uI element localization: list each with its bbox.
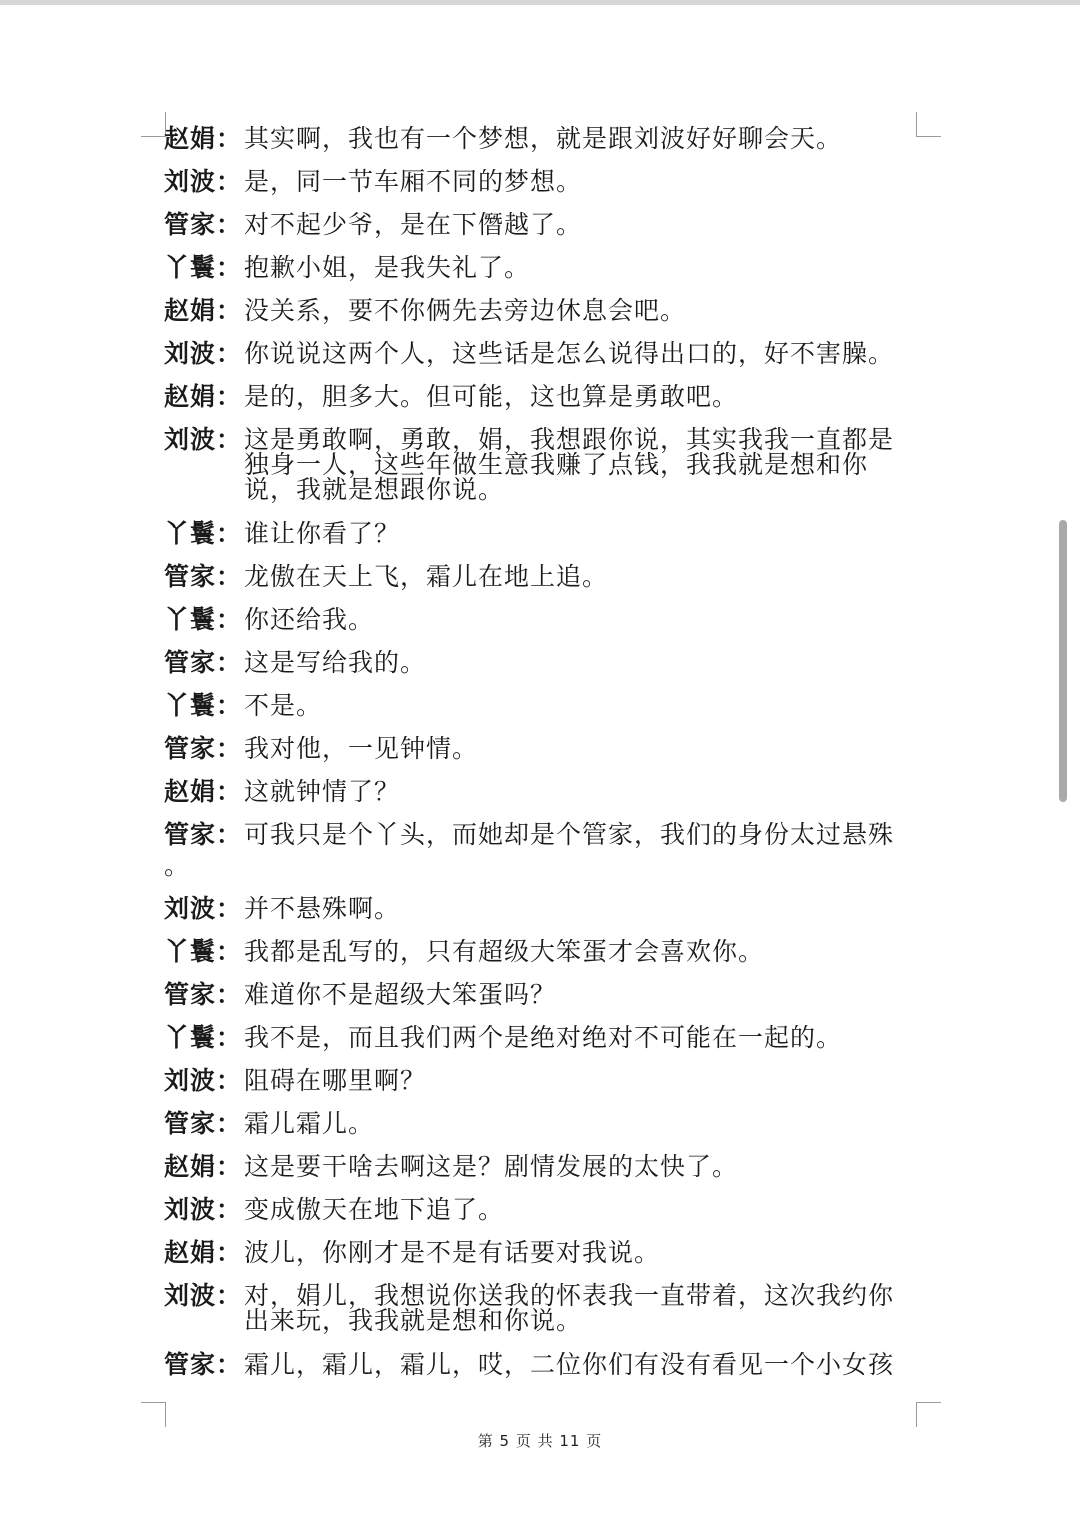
- speaker-name: 管家：: [164, 1350, 243, 1379]
- speaker-name: 赵娟：: [164, 1238, 243, 1267]
- dialogue-line: [164, 1240, 916, 1265]
- dialogue-line: [164, 1352, 916, 1377]
- dialogue-line: [164, 384, 916, 409]
- dialogue-line: [164, 341, 916, 366]
- dialogue-line: [164, 822, 916, 878]
- speaker-name: 丫鬟：: [164, 605, 243, 634]
- dialogue-text: 可我只是个丫头，而她却是个管家，我们的身份太过悬殊: [244, 820, 895, 849]
- speaker-name: 刘波：: [164, 1281, 243, 1310]
- speaker-name: 管家：: [164, 648, 243, 677]
- speaker-name: 赵娟：: [164, 1152, 243, 1181]
- dialogue-text: 你还给我。: [244, 605, 375, 634]
- crop-mark-top-left: [141, 112, 166, 137]
- speaker-name: 管家：: [164, 734, 243, 763]
- dialogue-line: [164, 693, 916, 718]
- speaker-name: 丫鬟：: [164, 253, 243, 282]
- dialogue-text: 其实啊，我也有一个梦想，就是跟刘波好好聊会天。: [244, 124, 843, 153]
- vertical-scrollbar[interactable]: [1059, 520, 1067, 802]
- crop-mark-top-right: [916, 112, 941, 137]
- dialogue-line: [164, 1068, 916, 1093]
- script-dialogue: [164, 126, 916, 1395]
- dialogue-text: 霜儿霜儿。: [244, 1109, 375, 1138]
- dialogue-line: [164, 939, 916, 964]
- dialogue-text: 变成傲天在地下追了。: [244, 1195, 505, 1224]
- crop-mark-bottom-right: [916, 1402, 941, 1427]
- dialogue-text: 这就钟情了？: [244, 777, 401, 806]
- dialogue-line: [164, 779, 916, 804]
- dialogue-text: 我都是乱写的，只有超级大笨蛋才会喜欢你。: [244, 937, 765, 966]
- top-toolbar-edge: [0, 0, 1080, 5]
- dialogue-line: [164, 1025, 916, 1050]
- dialogue-line: [164, 298, 916, 323]
- dialogue-text: 对不起少爷，是在下僭越了。: [244, 210, 583, 239]
- dialogue-text: 抱歉小姐，是我失礼了。: [244, 253, 531, 282]
- dialogue-line: [164, 982, 916, 1007]
- dialogue-line: [164, 1283, 916, 1333]
- speaker-name: 刘波：: [164, 1066, 243, 1095]
- dialogue-line: [164, 521, 916, 546]
- speaker-name: 赵娟：: [164, 124, 243, 153]
- dialogue-text: 并不悬殊啊。: [244, 894, 401, 923]
- dialogue-text: 波儿，你刚才是不是有话要对我说。: [244, 1238, 661, 1267]
- dialogue-text: 是，同一节车厢不同的梦想。: [244, 167, 583, 196]
- speaker-name: 管家：: [164, 210, 243, 239]
- speaker-name: 刘波：: [164, 339, 243, 368]
- dialogue-text: 我对他，一见钟情。: [244, 734, 479, 763]
- dialogue-text: 这是要干啥去啊这是？剧情发展的太快了。: [244, 1152, 739, 1181]
- dialogue-text: 你说说这两个人，这些话是怎么说得出口的，好不害臊。: [244, 339, 895, 368]
- speaker-name: 丫鬟：: [164, 691, 243, 720]
- speaker-name: 管家：: [164, 820, 243, 849]
- dialogue-line: [164, 169, 916, 194]
- speaker-name: 赵娟：: [164, 777, 243, 806]
- dialogue-line: [164, 126, 916, 151]
- dialogue-text: 阻碍在哪里啊？: [244, 1066, 427, 1095]
- dialogue-line: [164, 427, 916, 502]
- dialogue-line: [164, 1154, 916, 1179]
- page-number: 第 5 页 共 11 页: [477, 1432, 603, 1450]
- dialogue-line: [164, 1111, 916, 1136]
- dialogue-line: [164, 1197, 916, 1222]
- dialogue-text-tail: 。: [164, 851, 191, 880]
- dialogue-text: 不是。: [244, 691, 323, 720]
- dialogue-line: [164, 650, 916, 675]
- dialogue-line: [164, 736, 916, 761]
- speaker-name: 刘波：: [164, 1195, 243, 1224]
- dialogue-line: [164, 607, 916, 632]
- speaker-name: 刘波：: [164, 167, 243, 196]
- speaker-name: 管家：: [164, 980, 243, 1009]
- dialogue-text: 谁让你看了？: [244, 519, 401, 548]
- dialogue-text: 是的，胆多大。但可能，这也算是勇敢吧。: [244, 382, 739, 411]
- dialogue-line: [164, 212, 916, 237]
- speaker-name: 管家：: [164, 1109, 243, 1138]
- dialogue-text: 对，娟儿，我想说你送我的怀表我一直带着，这次我约你出来玩，我我就是想和你说。: [244, 1281, 895, 1335]
- speaker-name: 刘波：: [164, 894, 243, 923]
- speaker-name: 管家：: [164, 562, 243, 591]
- dialogue-text: 我不是，而且我们两个是绝对绝对不可能在一起的。: [244, 1023, 843, 1052]
- speaker-name: 赵娟：: [164, 296, 243, 325]
- speaker-name: 赵娟：: [164, 382, 243, 411]
- speaker-name: 丫鬟：: [164, 1023, 243, 1052]
- dialogue-text: 这是勇敢啊，勇敢，娟，我想跟你说，其实我我一直都是独身一人，这些年做生意我赚了点钱，我我就是想和你说，我就是想跟你说。: [244, 425, 895, 504]
- speaker-name: 丫鬟：: [164, 937, 243, 966]
- dialogue-line: [164, 564, 916, 589]
- crop-mark-bottom-left: [141, 1402, 166, 1427]
- dialogue-line: [164, 896, 916, 921]
- speaker-name: 丫鬟：: [164, 519, 243, 548]
- dialogue-line: [164, 255, 916, 280]
- dialogue-text: 霜儿，霜儿，霜儿，哎，二位你们有没有看见一个小女孩: [244, 1350, 895, 1379]
- dialogue-text: 龙傲在天上飞，霜儿在地上追。: [244, 562, 609, 591]
- dialogue-text: 没关系，要不你俩先去旁边休息会吧。: [244, 296, 687, 325]
- dialogue-text: 难道你不是超级大笨蛋吗？: [244, 980, 557, 1009]
- speaker-name: 刘波：: [164, 425, 243, 454]
- dialogue-text: 这是写给我的。: [244, 648, 427, 677]
